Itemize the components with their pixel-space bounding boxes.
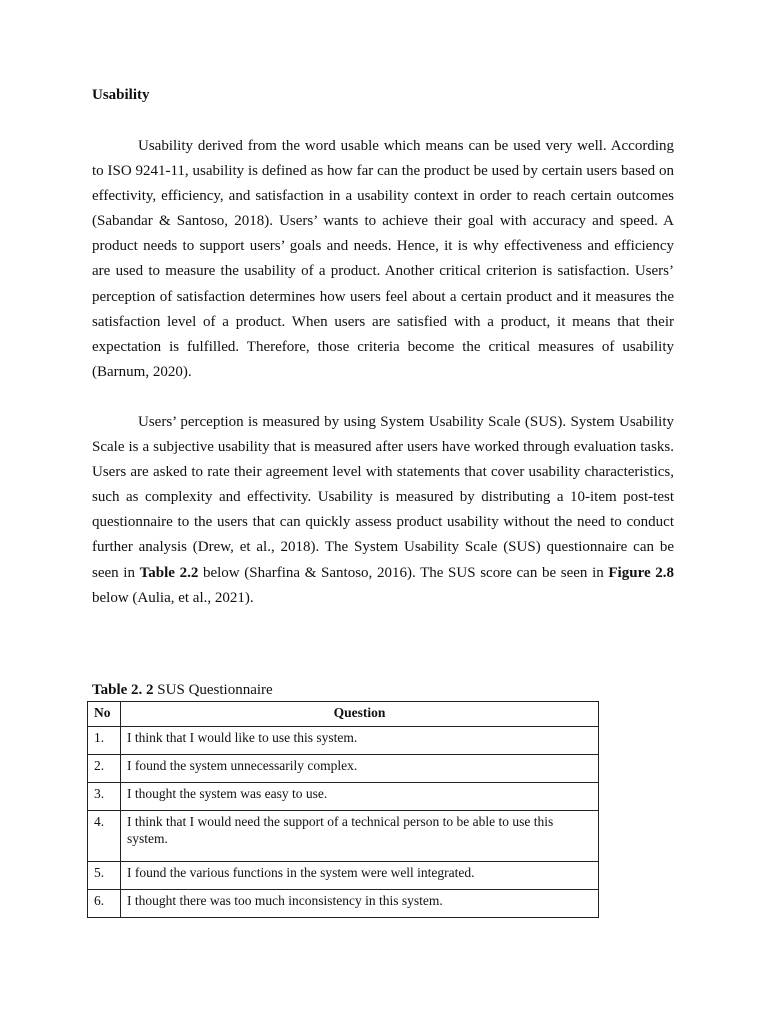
row-question: I think that I would like to use this system. bbox=[121, 727, 599, 755]
table-row bbox=[88, 811, 599, 862]
paragraph-2-text-c: below (Aulia, et al., 2021). bbox=[92, 589, 254, 606]
row-number: 5. bbox=[88, 862, 121, 890]
paragraph-usability-definition bbox=[92, 134, 674, 385]
paragraph-2-text-b: below (Sharfina & Santoso, 2016). The SUS score can be seen in bbox=[198, 564, 609, 581]
table-row bbox=[88, 862, 599, 890]
row-number: 4. bbox=[88, 811, 121, 862]
row-question: I found the various functions in the system were well integrated. bbox=[121, 862, 599, 890]
paragraph-2-text-a: Users’ perception is measured by using System Usability Scale (SUS). System Usability Scale is a subjective usability that is measured after users have worked through evaluation tasks. Users are asked to rate their agreement level with statements that cover usability characteristics, such as complexity and effectivity. Usability is measured by distributing a 10-item post-test questionnaire to the users that can quickly assess product usability without the need to conduct further analysis (Drew, et al., 2018). The System Usability Scale (SUS) questionnaire can be seen in bbox=[92, 414, 674, 581]
header-question: Question bbox=[121, 702, 599, 727]
row-question: I found the system unnecessarily complex. bbox=[121, 755, 599, 783]
table-row bbox=[88, 783, 599, 811]
paragraph-1-text: Usability derived from the word usable which means can be used very well. According to ISO 9241-11, usability is defined as how far can the product be used by certain users based on effectivity, efficiency, and satisfaction in a usability context in order to reach certain outcomes (Sabandar & Santoso, 2018). Users’ wants to achieve their goal with accuracy and speed. A product needs to support users’ goals and needs. Hence, it is why effectiveness and efficiency are used to measure the usability of a product. Another critical criterion is satisfaction. Users’ perception of satisfaction determines how users feel about a certain product and it measures the satisfaction level of a product. When users are satisfied with a product, it means that their expectation is fulfilled. Therefore, those criteria become the critical measures of usability (Barnum, 2020). bbox=[92, 138, 674, 380]
table-caption-text: SUS Questionnaire bbox=[153, 682, 273, 698]
table-caption bbox=[92, 682, 273, 699]
section-heading: Usability bbox=[92, 87, 150, 103]
row-question: I thought there was too much inconsistency in this system. bbox=[121, 890, 599, 918]
table-caption-label: Table 2. 2 bbox=[92, 682, 154, 698]
row-question: I think that I would need the support of a technical person to be able to use this system. bbox=[121, 811, 599, 862]
table-row bbox=[88, 890, 599, 918]
header-no: No bbox=[88, 702, 121, 727]
table-row bbox=[88, 727, 599, 755]
sus-questionnaire-table bbox=[87, 701, 599, 918]
row-number: 1. bbox=[88, 727, 121, 755]
table-reference: Table 2.2 bbox=[139, 564, 199, 581]
row-number: 6. bbox=[88, 890, 121, 918]
row-number: 3. bbox=[88, 783, 121, 811]
table-row bbox=[88, 755, 599, 783]
figure-reference: Figure 2.8 bbox=[608, 564, 675, 581]
paragraph-sus-description bbox=[92, 410, 674, 611]
row-question: I thought the system was easy to use. bbox=[121, 783, 599, 811]
table-header-row bbox=[88, 702, 599, 727]
row-number: 2. bbox=[88, 755, 121, 783]
